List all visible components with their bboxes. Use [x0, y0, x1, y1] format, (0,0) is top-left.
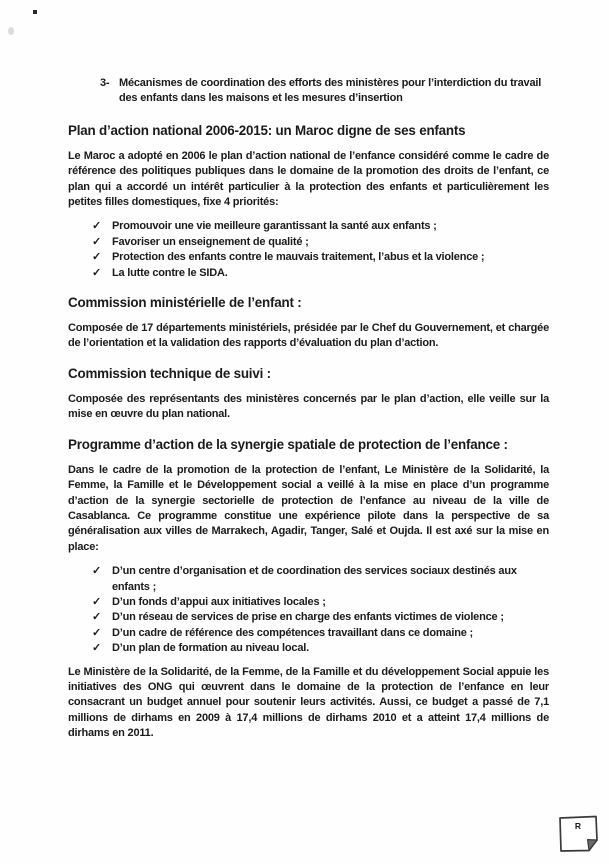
checklist-item-text: Favoriser un enseignement de qualité ; [112, 235, 309, 248]
checklist-priorities [68, 219, 549, 281]
checkmark-icon: ✓ [92, 565, 102, 578]
checklist-item [92, 564, 549, 595]
checkmark-icon: ✓ [92, 251, 102, 264]
checklist-item-text: D’un centre d’organisation et de coordination des services sociaux destinés aux enfants ; [112, 565, 517, 593]
paragraph-programme-synergie: Dans le cadre de la promotion de la protection de l’enfant, Le Ministère de la Solidarité, la Femme, la Famille et le Développement social a veillé à la mise en place d’un programme d’action de la synergie sectorielle de protection de l’enfance au niveau de la ville de Casablanca. Ce programme constitue une expérience pilote dans la perspective de sa généralisation aux villes de Marrakech, Agadir, Tanger, Salé et Oujda. Il est axé sur la mise en place: [68, 463, 549, 553]
checklist-item-text: La lutte contre le SIDA. [112, 266, 228, 279]
paragraph-commission-ministerielle: Composée de 17 départements ministériels, présidée par le Chef du Gouvernement, et chargée de l’orientation et la validation des rapports d’évaluation du plan d’action. [68, 322, 549, 350]
document-body [68, 76, 549, 751]
heading-programme-synergie: Programme d’action de la synergie spatiale de protection de l’enfance : [68, 436, 508, 452]
heading-plan-action-national: Plan d’action national 2006-2015: un Maroc digne de ses enfants [68, 122, 466, 138]
checkmark-icon: ✓ [92, 595, 102, 608]
heading-commission-technique: Commission technique de suivi : [68, 365, 271, 381]
checklist-item-text: D’un cadre de référence des compétences travaillant dans ce domaine ; [112, 626, 473, 639]
checkmark-icon: ✓ [92, 235, 102, 248]
checkmark-icon: ✓ [92, 266, 102, 279]
numbered-list-heading [100, 76, 549, 107]
checkmark-icon: ✓ [92, 220, 102, 233]
checkmark-icon: ✓ [92, 642, 102, 655]
list-item-number: 3- [100, 77, 110, 89]
checklist-item [92, 641, 549, 656]
note-icon-label: R [574, 821, 582, 831]
checklist-programme [68, 564, 549, 656]
heading-commission-ministerielle: Commission ministérielle de l’enfant : [68, 295, 302, 311]
folded-page-icon [556, 814, 600, 854]
checklist-item [92, 219, 549, 234]
paragraph-budget-ong: Le Ministère de la Solidarité, de la Femme, de la Famille et du développement Social appuie les initiatives des ONG qui œuvrent dans le domaine de la protection de l’enfance en leur consacrant un budget annuel pour soutenir leurs activités. Aussi, ce budget a passé de 7,1 millions de dirhams en 2009 à 17,4 millions de dirhams 2010 et a atteint 17,4 millions de dirhams en 2011. [68, 665, 549, 740]
scan-dot-artifact [33, 10, 37, 14]
checkmark-icon: ✓ [92, 611, 102, 624]
checklist-item-text: Promouvoir une vie meilleure garantissant la santé aux enfants ; [112, 220, 437, 233]
checklist-item-text: D’un plan de formation au niveau local. [112, 642, 309, 655]
checklist-item [92, 266, 549, 281]
paragraph-plan-action: Le Maroc a adopté en 2006 le plan d’action national de l’enfance considéré comme le cadre de référence des politiques publiques dans le domaine de la promotion des droits de l’enfant, ce plan qui a accordé un intérêt particulier à la protection des enfants et particulièrement les petites filles domestiques, fixe 4 priorités: [68, 149, 549, 209]
checklist-item-text: D’un réseau de services de prise en charge des enfants victimes de violence ; [112, 611, 504, 624]
checklist-item [92, 250, 549, 265]
checklist-item [92, 610, 549, 625]
checkmark-icon: ✓ [92, 626, 102, 639]
checklist-item [92, 235, 549, 250]
checklist-item [92, 595, 549, 610]
checklist-item-text: Protection des enfants contre le mauvais traitement, l’abus et la violence ; [112, 251, 485, 264]
paragraph-commission-technique: Composée des représentants des ministères concernés par le plan d’action, elle veille sur la mise en œuvre du plan national. [68, 392, 549, 421]
checklist-item-text: D’un fonds d’appui aux initiatives locales ; [112, 595, 326, 608]
scan-smudge-artifact [8, 27, 14, 35]
checklist-item [92, 626, 549, 641]
list-item-text: Mécanismes de coordination des efforts des ministères pour l’interdiction du travail des enfants dans les maisons et les mesures d’insertion [119, 77, 542, 105]
